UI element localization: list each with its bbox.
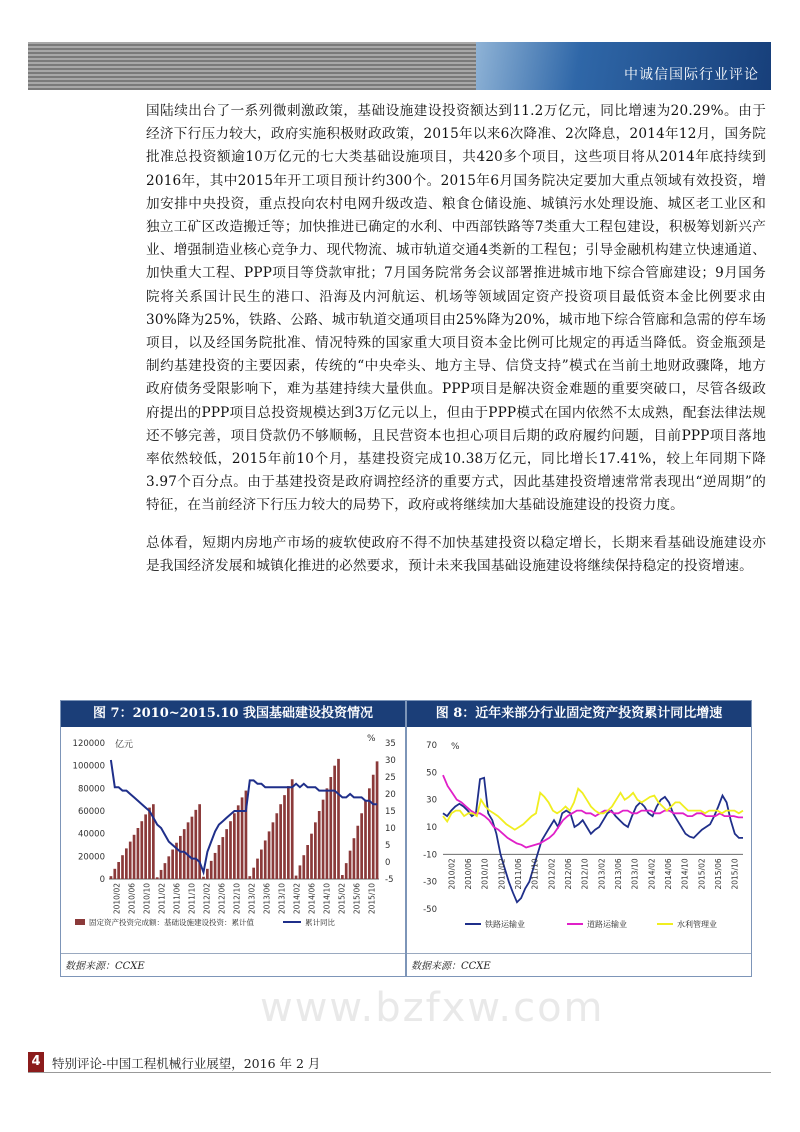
bar [345, 863, 348, 879]
bar [252, 868, 255, 879]
bar [322, 800, 325, 879]
legend-label-bar: 固定资产投资完成额：基础设施建设投资：累计值 [89, 918, 254, 927]
x-tick-label: 2013/02 [597, 858, 607, 890]
x-tick-label: 2010/06 [464, 858, 473, 890]
y-left-tick-label: 40000 [77, 829, 105, 840]
bar [291, 779, 294, 879]
y-tick-label: -50 [423, 905, 437, 915]
bar [140, 821, 143, 879]
x-tick-label: 2015/10 [730, 858, 740, 890]
x-tick-label: 2015/02 [337, 883, 347, 915]
bar [283, 795, 286, 879]
figure-7 [60, 700, 406, 977]
x-tick-label: 2010/10 [480, 858, 490, 890]
bar [256, 859, 259, 879]
bar [110, 876, 113, 879]
x-tick-label: 2012/02 [202, 883, 212, 915]
bar [376, 761, 379, 879]
x-tick-label: 2010/02 [447, 858, 457, 890]
bar [337, 759, 340, 879]
y-right-tick-label: 10 [385, 824, 396, 834]
right-unit-label: % [367, 734, 376, 744]
bar [356, 826, 359, 879]
x-tick-label: 2015/06 [352, 883, 362, 915]
y-left-tick-label: 0 [99, 875, 105, 885]
y-left-tick-label: 80000 [77, 784, 105, 795]
paragraph-1: 国陆续出台了一系列微刺激政策，基础设施建设投资额达到11.2万亿元，同比增速为20.29%。由于经济下行压力较大，政府实施积极财政政策，2015年以来6次降准、2次降息，2014年12月，国务院批准总投资额逾10万亿元的七大类基础设施项目，共420多个项目，这些项目将从2014年底持续到2016年，其中2015年开工项目预计约300个。2015年6月国务院决定要加大重点领域有效投资，增加安排中央投资，重点投向农村电网升级改造、粮食仓储设施、城镇污水处理设施、城区老工业区和独立工矿区改造搬迁等；加快推进已确定的水利、中西部铁路等7类重大工程包建设，积极筹划新兴产业、增强制造业核心竞争力、现代物流、城市轨道交通4类新的工程包；引导金融机构建立快速通道、加快重大工程、PPP项目等贷款审批；7月国务院常务会议部署推进城市地下综合管廊建设；9月国务院将关系国计民生的港口、沿海及内河航运、机场等领域固定资产投资项目最低资本金比例要求由30%降为25%，铁路、公路、城市轨道交通项目由25%降为20%，城市地下综合管廊和急需的停车场项目，以及经国务院批准、情况特殊的国家重大项目资本金比例可比规定的再适当降低。资金瓶颈是制约基建投资的主要因素，传统的“中央牵头、地方主导、信贷支持”模式在当前土地财政骤降，地方政府债务受限影响下，难为基建持续大量供血。PPP项目是解决资金难题的重要突破口，尽管各级政府提出的PPP项目总投资规模达到3万亿元以上，但由于PPP模式在国内依然不太成熟，配套法律法规还不够完善，项目贷款仍不够顺畅，且民营资本也担心项目后期的政府履约问题，目前PPP项目落地率依然较低，2015年前10个月，基建投资完成10.38万亿元，同比增长17.41%，较上年同期下降3.97个百分点。由于基建投资是政府调控经济的重要方式，因此基建投资增速常常表现出“逆周期”的特征，在当前经济下行压力较大的局势下，政府或将继续加大基础设施建设的投资力度。 [146, 103, 766, 514]
y-right-tick-label: 30 [385, 756, 396, 766]
bar [241, 797, 244, 879]
legend-label-2: 水利管理业 [677, 920, 717, 929]
figure-8-source: 数据来源：CCXE [411, 961, 491, 972]
x-tick-label: 2013/10 [277, 883, 287, 915]
bar [237, 805, 240, 879]
bar [229, 821, 232, 879]
figure-8-title: 图 8：近年来部分行业固定资产投资累计同比增速 [407, 701, 751, 727]
header-brand-panel [476, 42, 771, 90]
bar [160, 870, 163, 879]
x-tick-label: 2011/10 [530, 858, 540, 890]
header-band [28, 42, 771, 90]
bar [202, 877, 205, 879]
y-tick-label: 70 [426, 741, 437, 751]
bar [129, 842, 132, 879]
x-tick-label: 2014/06 [664, 858, 673, 890]
bar [187, 822, 190, 879]
y-tick-label: 10 [426, 823, 437, 833]
bar [268, 831, 271, 879]
left-unit-label: 亿元 [115, 740, 134, 750]
bar [218, 845, 221, 879]
y-tick-label: 50 [426, 768, 437, 779]
bar [191, 817, 194, 879]
bar [198, 804, 201, 879]
bar [148, 808, 151, 879]
x-tick-label: 2010/02 [112, 883, 122, 915]
y-left-tick-label: 120000 [72, 739, 105, 749]
bar [260, 850, 263, 879]
x-tick-label: 2015/06 [714, 858, 723, 890]
bar [125, 848, 128, 879]
x-tick-label: 2013/06 [614, 858, 623, 890]
body-text [146, 100, 766, 592]
y-left-tick-label: 20000 [77, 852, 105, 863]
y-right-tick-label: 15 [385, 807, 396, 817]
bar [137, 828, 140, 879]
paragraph-2: 总体看，短期内房地产市场的疲软使政府不得不加快基建投资以稳定增长，长期来看基础设施建设亦是我国经济发展和城镇化推进的必然要求，预计未来我国基础设施建设将继续保持稳定的投资增速。 [146, 534, 766, 574]
bar [179, 836, 182, 879]
x-tick-label: 2012/06 [217, 883, 227, 915]
y-tick-label: -30 [423, 877, 437, 888]
bar [264, 840, 267, 879]
bar [287, 786, 290, 879]
bar [183, 829, 186, 879]
x-tick-label: 2012/06 [564, 858, 573, 890]
legend-label-1: 道路运输业 [587, 920, 627, 929]
x-tick-label: 2012/10 [232, 883, 242, 915]
figure-7-title: 图 7：2010~2015.10 我国基础建设投资情况 [61, 701, 405, 727]
bar [333, 766, 336, 879]
x-tick-label: 2011/10 [187, 883, 197, 915]
bar [206, 869, 209, 879]
unit-label: % [451, 742, 460, 752]
figure-7-source-divider [61, 953, 405, 954]
bar [329, 777, 332, 879]
legend-label-line: 累计同比 [305, 918, 335, 927]
x-tick-label: 2014/02 [647, 858, 657, 890]
bar [164, 863, 167, 879]
bar [306, 845, 309, 879]
x-tick-label: 2015/10 [367, 883, 377, 915]
bar [360, 813, 363, 879]
bar [144, 814, 147, 879]
bar [194, 810, 197, 879]
bar [210, 861, 213, 879]
page-number: 4 [28, 1052, 44, 1072]
bar [353, 838, 356, 879]
bar [133, 835, 136, 879]
bar [221, 837, 224, 879]
y-left-tick-label: 60000 [77, 807, 105, 817]
y-tick-label: -10 [423, 850, 437, 861]
bar [364, 801, 367, 879]
x-tick-label: 2014/02 [292, 883, 302, 915]
x-tick-label: 2015/02 [697, 858, 707, 890]
y-right-tick-label: 20 [385, 790, 396, 800]
figure-8 [406, 700, 752, 977]
bar [225, 829, 228, 879]
bar [117, 862, 120, 879]
x-tick-label: 2010/06 [127, 883, 137, 915]
y-right-tick-label: -5 [385, 875, 394, 885]
bar [214, 853, 217, 879]
x-tick-label: 2013/06 [262, 883, 272, 915]
x-tick-label: 2013/02 [247, 883, 257, 915]
bar [349, 851, 352, 879]
bar [171, 850, 174, 879]
figure-8-source-divider [407, 953, 751, 954]
figure-7-source: 数据来源：CCXE [65, 961, 145, 972]
x-tick-label: 2014/10 [322, 883, 332, 915]
bar [121, 855, 124, 879]
bar [326, 788, 329, 879]
x-tick-label: 2014/06 [307, 883, 317, 915]
bar [113, 869, 116, 879]
bar [302, 855, 305, 879]
bar [272, 822, 275, 879]
y-right-tick-label: 0 [385, 858, 391, 868]
bar [372, 775, 375, 879]
y-right-tick-label: 5 [385, 841, 391, 851]
x-tick-label: 2012/02 [547, 858, 557, 890]
bar [248, 876, 251, 879]
y-right-tick-label: 35 [385, 739, 396, 749]
figure-8-chart [407, 729, 751, 951]
x-tick-label: 2011/06 [514, 858, 523, 890]
bar [156, 877, 159, 879]
bar [233, 813, 236, 879]
bar [318, 811, 321, 879]
header-title: 中诚信国际行业评论 [624, 67, 759, 83]
bar [310, 834, 313, 879]
watermark: www.bzfxw.com [260, 985, 605, 1031]
footer-text: 特别评论-中国工程机械行业展望，2016 年 2 月 [52, 1056, 321, 1071]
bar [279, 804, 282, 879]
bar [295, 876, 298, 879]
x-tick-label: 2012/10 [580, 858, 590, 890]
x-tick-label: 2014/10 [680, 858, 690, 890]
x-tick-label: 2011/06 [172, 883, 182, 915]
legend-swatch-bar [75, 919, 85, 925]
bar [341, 875, 344, 879]
bar [167, 856, 170, 879]
y-left-tick-label: 100000 [72, 761, 105, 772]
x-tick-label: 2011/02 [497, 858, 507, 890]
y-tick-label: 30 [426, 795, 437, 806]
bar [299, 865, 302, 879]
figure-7-chart [61, 729, 405, 951]
footer-divider [28, 1072, 771, 1073]
x-tick-label: 2010/10 [142, 883, 152, 915]
bar [275, 813, 278, 879]
x-tick-label: 2011/02 [157, 883, 167, 915]
y-right-tick-label: 25 [385, 773, 396, 783]
x-tick-label: 2013/10 [630, 858, 640, 890]
series-line-2 [443, 789, 743, 830]
bar [314, 822, 317, 879]
legend-label-0: 铁路运输业 [485, 920, 525, 929]
